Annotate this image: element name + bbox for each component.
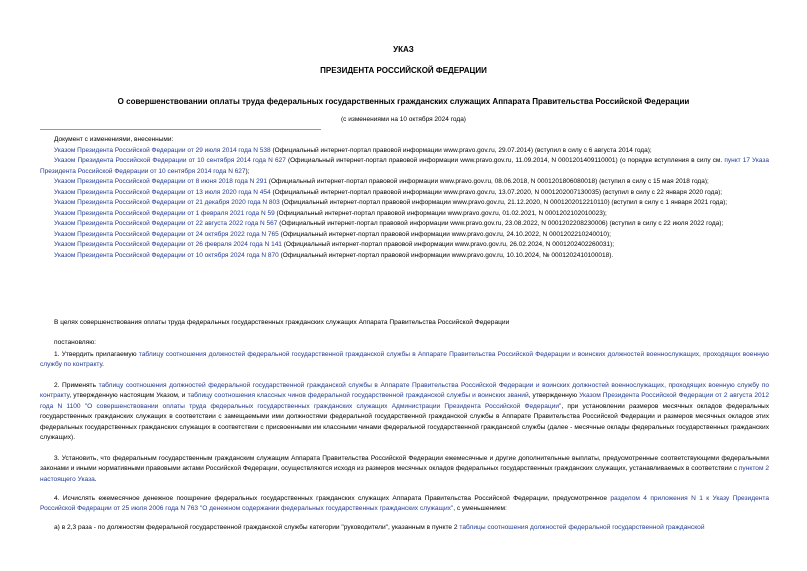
doc-type-title: УКАЗ xyxy=(393,45,414,54)
amendment-item: Указом Президента Российской Федерации от 13 июля 2020 года N 454 (Официальный интернет-портал правовой информации www.pravo.gov.ru, 13.07.2020, N 0001202007130035) (вступил в силу с 22 января 2020 года); xyxy=(54,188,723,196)
amendment-item: Указом Президента Российской Федерации от 10 сентября 2014 года N 627 (Официальный интернет-портал правовой информации www.pravo.gov.ru, 11.09.2014, N 0001201409110001) (о порядке вступления в силу см. пункт 17 Указа Президента Российской Федерации от 10 сентября 2014 года N 627); xyxy=(40,157,770,175)
table-ranks-link[interactable]: таблицу соотношения классных чинов федеральной государственной гражданской службы и воинских званий xyxy=(187,392,529,400)
amendment-link[interactable]: Указом Президента Российской Федерации от 1 февраля 2021 года N 59 xyxy=(54,209,275,217)
amendment-item: Указом Президента Российской Федерации от 26 февраля 2024 года N 141 (Официальный интернет-портал правовой информации www.pravo.gov.ru, 26.02.2024, N 0001202402260031); xyxy=(54,241,615,248)
amendment-item: Указом Президента Российской Федерации от 10 октября 2024 года N 870 (Официальный интернет-портал правовой информации www.pravo.gov.ru, 10.10.2024, № 0001202410100018). xyxy=(54,251,614,259)
amendment-link[interactable]: Указом Президента Российской Федерации от 21 декабря 2020 года N 803 xyxy=(54,199,280,206)
amendment-link[interactable]: Указом Президента Российской Федерации от 13 июля 2020 года N 454 xyxy=(54,188,271,196)
decree-1100-link[interactable]: Указом Президента Российской Федерации от 2 августа 2012 года N 1100 "О совершенствовании оплаты труда федеральных государственных гражданских служащих Администрации Президента Российской Федерации" xyxy=(40,392,769,410)
amendment-link[interactable]: Указом Президента Российской Федерации от 8 июня 2018 года N 291 xyxy=(54,178,267,185)
amendments-list xyxy=(40,135,769,261)
edition-note: (с изменениями на 10 октября 2024 года) xyxy=(341,116,466,123)
amendment-item: Указом Президента Российской Федерации от 8 июня 2018 года N 291 (Официальный интернет-портал правовой информации www.pravo.gov.ru, 08.06.2018, N 0001201806080018) (вступил в силу с 15 мая 2018 года); xyxy=(54,178,709,185)
divider xyxy=(40,129,321,130)
amendment-link[interactable]: Указом Президента Российской Федерации от 10 сентября 2014 года N 627 xyxy=(54,157,286,164)
amendment-link[interactable]: Указом Президента Российской Федерации от 10 октября 2024 года N 870 xyxy=(54,251,279,259)
clause-3: 3. Установить, что федеральным государственным гражданским служащим Аппарата Правительства Российской Федерации ежемесячные и другие дополнительные выплаты, предусмотренные соответствующими федеральными законами и иными нормативными правовыми актами Российской Федерации, осуществляются исходя из размеров месячных окладов федеральных государственных гражданских служащих, устанавливаемых в соответствии с пунктом 2 настоящего Указа. xyxy=(40,455,769,483)
clause-2: 2. Применять таблицу соотношения должностей федеральной государственной гражданской службы в Аппарате Правительства Российской Федерации и воинских должностей военнослужащих, проходящих военную службу по контракту, утвержденную настоящим Указом, и таблицу соотношения классных чинов федеральной государственной гражданской службы и воинских званий, утвержденную Указом Президента Российской Федерации от 2 августа 2012 года N 1100 "О совершенствовании оплаты труда федеральных государственных гражданских служащих Администрации Президента Российской Федерации", при установлении размеров месячных окладов федеральных государственных гражданских служащих в соответствии с замещаемыми ими должностями федеральной государственной гражданской службы в Аппарате Правительства Российской Федерации и размеров месячных окладов этих федеральных государственных гражданских служащих в соответствии с присвоенными им классными чинами федеральной государственной гражданской службы (далее - месячные оклады федеральных государственных гражданских служащих). xyxy=(40,382,769,442)
amendment-item: Указом Президента Российской Федерации от 22 августа 2022 года N 567 (Официальный интернет-портал правовой информации www.pravo.gov.ru, 23.08.2022, N 0001202208230006) (вступил в силу с 22 июля 2022 года); xyxy=(54,220,724,227)
amendment-link[interactable]: Указом Президента Российской Федерации от 26 февраля 2024 года N 141 xyxy=(54,241,282,248)
document-title: О совершенствовании оплаты труда федеральных государственных гражданских служащих Аппарата Правительства Российской Федерации xyxy=(117,97,690,106)
amendment-link[interactable]: Указом Президента Российской Федерации от 29 июля 2014 года N 538 xyxy=(54,146,271,154)
amendment-link[interactable]: Указом Президента Российской Федерации от 22 августа 2022 года N 567 xyxy=(54,220,278,227)
clause-1: 1. Утвердить прилагаемую таблицу соотношения должностей федеральной государственной гражданской службы в Аппарате Правительства Российской Федерации и воинских должностей военнослужащих, проходящих военную службу по контракту. xyxy=(40,351,769,369)
preamble: В целях совершенствования оплаты труда федеральных государственных гражданских служащих Аппарата Правительства Российской Федерации xyxy=(54,319,510,326)
amendment-link[interactable]: пункт 17 Указа Президента Российской Федерации от 10 сентября 2014 года N 627 xyxy=(40,157,770,175)
decree-word: постановляю: xyxy=(54,339,97,346)
amendments-head: Документ с изменениями, внесенными: xyxy=(54,136,174,143)
amendment-item: Указом Президента Российской Федерации от 24 октября 2022 года N 765 (Официальный интернет-портал правовой информации www.pravo.gov.ru, 24.10.2022, N 0001202210240010); xyxy=(54,230,611,238)
table-positions-link[interactable]: таблицу соотношения должностей федеральной государственной гражданской службы в Аппарате Правительства Российской Федерации и воинских должностей военнослужащих, проходящих военную службу по контракту xyxy=(40,382,769,400)
clause-4: 4. Исчислять ежемесячное денежное поощрение федеральных государственных гражданских служащих Аппарата Правительства Российской Федерации, предусмотренное разделом 4 приложения N 1 к Указу Президента Российской Федерации от 25 июля 2006 года N 763 "О денежном содержании федеральных государственных гражданских служащих", с уменьшением: xyxy=(40,495,769,513)
clause-2-link[interactable]: пунктом 2 настоящего Указа xyxy=(40,465,769,483)
issuer-title: ПРЕЗИДЕНТА РОССИЙСКОЙ ФЕДЕРАЦИИ xyxy=(320,66,487,75)
amendment-item: Указом Президента Российской Федерации от 29 июля 2014 года N 538 (Официальный интернет-портал правовой информации www.pravo.gov.ru, 29.07.2014) (вступил в силу с 6 августа 2014 года); xyxy=(54,146,652,154)
clause-4a: а) в 2,3 раза - по должностям федеральной государственной гражданской службы категории "руководители", указанным в пункте 2 таблицы соотношения должностей федеральной государственной гражданской xyxy=(54,524,705,531)
amendment-link[interactable]: Указом Президента Российской Федерации от 24 октября 2022 года N 765 xyxy=(54,230,279,238)
amendment-item: Указом Президента Российской Федерации от 1 февраля 2021 года N 59 (Официальный интернет-портал правовой информации www.pravo.gov.ru, 01.02.2021, N 0001202102010023); xyxy=(54,209,607,217)
decree-763-link[interactable]: разделом 4 приложения N 1 к Указу Президента Российской Федерации от 25 июля 2006 года N 763 "О денежном содержании федеральных государственных гражданских служащих" xyxy=(40,495,769,513)
table-positions-link[interactable]: таблицу соотношения должностей федеральной государственной гражданской службы в Аппарате Правительства Российской Федерации и воинских должностей военнослужащих, проходящих военную службу по контракту xyxy=(40,351,769,369)
table-positions-link[interactable]: таблицы соотношения должностей федеральной государственной гражданской xyxy=(459,524,705,531)
amendment-item: Указом Президента Российской Федерации от 21 декабря 2020 года N 803 (Официальный интернет-портал правовой информации www.pravo.gov.ru, 21.12.2020, N 0001202012210110) (вступил в силу с 1 января 2021 года); xyxy=(54,199,728,206)
